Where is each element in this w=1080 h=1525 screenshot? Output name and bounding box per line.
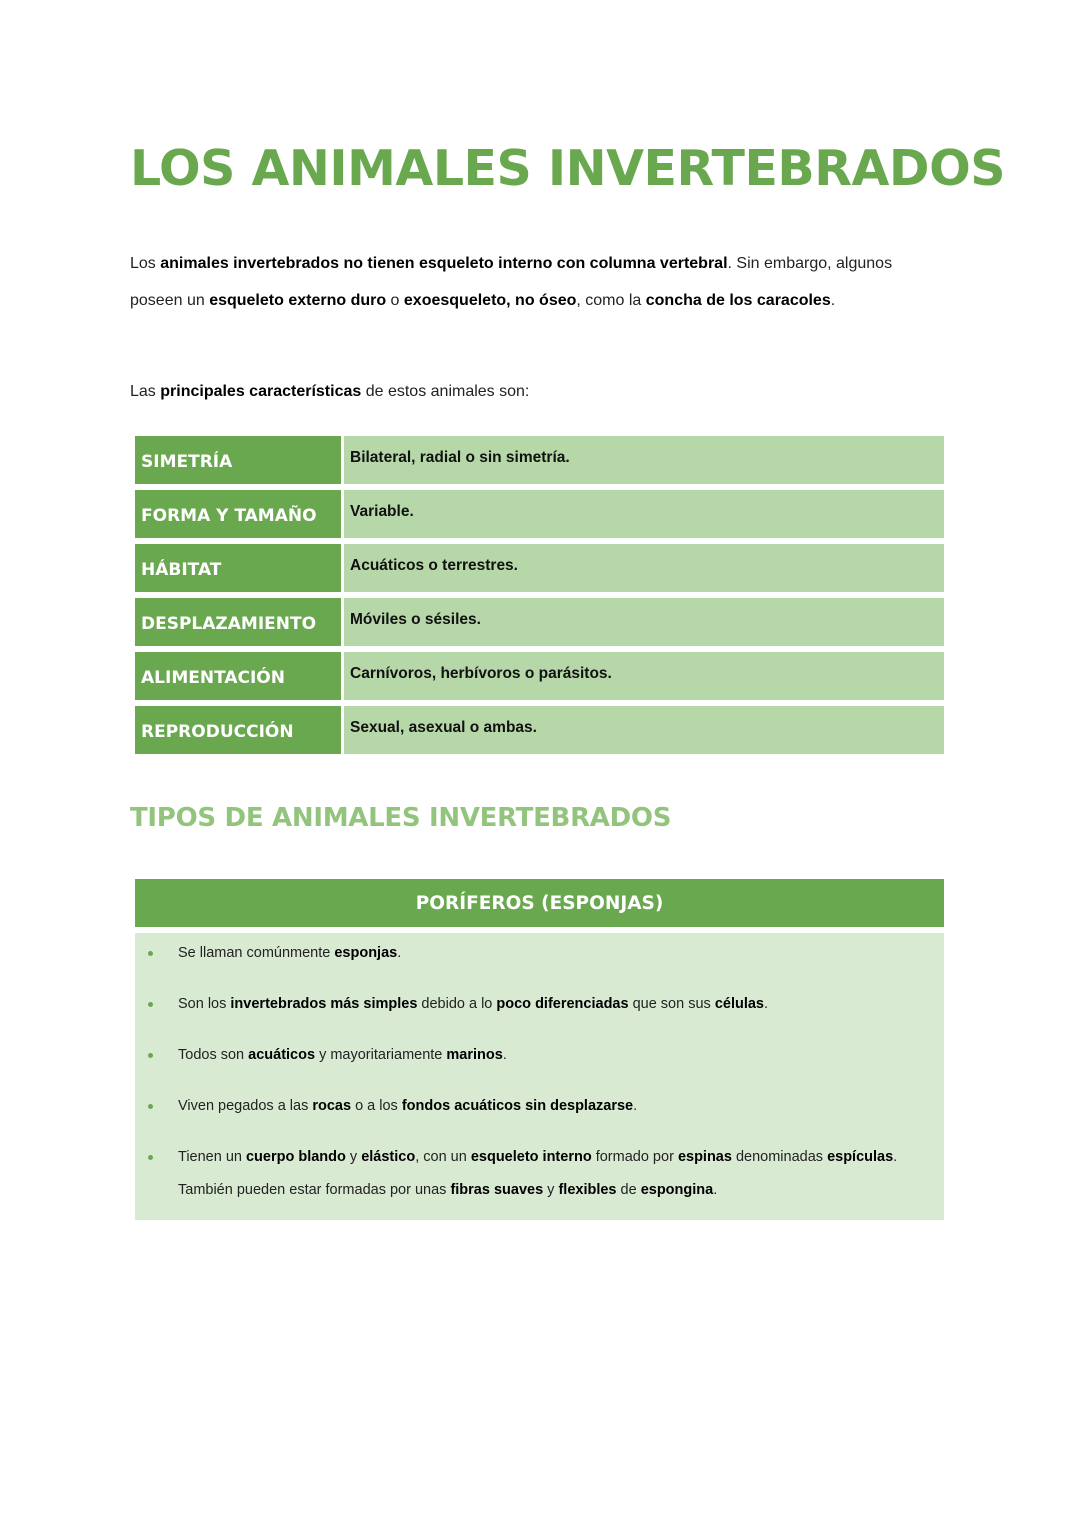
- bullet-dot-icon: [148, 951, 153, 956]
- bullet-bold-text: espongina: [640, 1182, 714, 1198]
- characteristics-lead: [130, 373, 930, 410]
- bullet-text: y: [543, 1182, 559, 1198]
- row-label: HÁBITAT: [135, 544, 341, 592]
- list-item: [178, 1141, 918, 1207]
- bullet-text: o a los: [351, 1098, 402, 1114]
- intro-bold: exoesqueleto, no óseo: [403, 292, 577, 309]
- porifera-header: PORÍFEROS (ESPONJAS): [135, 879, 944, 927]
- types-heading: TIPOS DE ANIMALES INVERTEBRADOS: [130, 803, 672, 833]
- intro-text: , como la: [576, 292, 646, 309]
- table-row: [135, 436, 944, 484]
- bullet-bold-text: invertebrados más simples: [230, 996, 418, 1012]
- bullet-text: Viven pegados a las: [178, 1098, 313, 1114]
- row-label: REPRODUCCIÓN: [135, 706, 341, 754]
- intro-text: Los: [130, 255, 161, 272]
- lead-text: Las: [130, 383, 161, 400]
- lead-text: de estos animales son:: [361, 383, 530, 400]
- row-label: ALIMENTACIÓN: [135, 652, 341, 700]
- intro-bold: concha de los caracoles: [645, 292, 831, 309]
- bullet-text: .: [763, 996, 769, 1012]
- bullet-bold-text: espinas: [677, 1149, 732, 1165]
- bullet-dot-icon: [148, 1002, 153, 1007]
- bullet-text: Tienen un: [178, 1149, 246, 1165]
- bullet-text: . También pueden estar formadas por unas: [178, 1149, 898, 1198]
- bullet-bold-text: elástico: [361, 1149, 416, 1165]
- bullet-bold-text: esponjas: [334, 945, 398, 961]
- bullet-bold-text: poco diferenciadas: [496, 996, 629, 1012]
- bullet-dot-icon: [148, 1104, 153, 1109]
- bullet-text: que son sus: [628, 996, 715, 1012]
- bullet-bold-text: rocas: [312, 1098, 352, 1114]
- row-value: Acuáticos o terrestres.: [344, 544, 944, 592]
- bullet-bold-text: flexibles: [558, 1182, 617, 1198]
- porifera-body: [135, 933, 944, 1220]
- table-row: [135, 490, 944, 538]
- table-row: [135, 544, 944, 592]
- bullet-text: denominadas: [731, 1149, 828, 1165]
- bullet-text: y: [345, 1149, 362, 1165]
- bullet-bold-text: cuerpo blando: [245, 1149, 346, 1165]
- bullet-dot-icon: [148, 1053, 153, 1058]
- bullet-text: , con un: [415, 1149, 471, 1165]
- table-row: [135, 652, 944, 700]
- bullet-bold-text: fondos acuáticos sin desplazarse: [401, 1098, 634, 1114]
- row-value: Bilateral, radial o sin simetría.: [344, 436, 944, 484]
- row-label: DESPLAZAMIENTO: [135, 598, 341, 646]
- bullet-text: Todos son: [178, 1047, 249, 1063]
- bullet-text: .: [397, 945, 402, 961]
- bullet-text: .: [713, 1182, 718, 1198]
- bullet-text: .: [502, 1047, 507, 1063]
- bullet-bold-text: marinos: [446, 1047, 503, 1063]
- row-value: Móviles o sésiles.: [344, 598, 944, 646]
- intro-text: . Sin embargo, algunos poseen un: [130, 255, 893, 309]
- row-value: Variable.: [344, 490, 944, 538]
- row-label: FORMA Y TAMAÑO: [135, 490, 341, 538]
- bullet-text: de: [616, 1182, 641, 1198]
- intro-text: o: [386, 292, 404, 309]
- bullet-bold-text: acuáticos: [248, 1047, 316, 1063]
- characteristics-table: [132, 430, 947, 760]
- lead-bold: principales características: [160, 383, 362, 400]
- list-item: [178, 1039, 918, 1072]
- list-item: [178, 988, 918, 1021]
- bullet-text: debido a lo: [417, 996, 497, 1012]
- bullet-text: Se llaman comúnmente: [178, 945, 335, 961]
- bullet-text: y mayoritariamente: [315, 1047, 447, 1063]
- intro-bold: esqueleto externo duro: [209, 292, 387, 309]
- table-row: [135, 706, 944, 754]
- bullet-bold-text: células: [714, 996, 764, 1012]
- list-item: [178, 1090, 918, 1123]
- bullet-bold-text: esqueleto interno: [470, 1149, 592, 1165]
- bullet-bold-text: espículas: [827, 1149, 894, 1165]
- row-label: SIMETRÍA: [135, 436, 341, 484]
- row-value: Sexual, asexual o ambas.: [344, 706, 944, 754]
- table-row: [135, 598, 944, 646]
- bullet-text: formado por: [591, 1149, 678, 1165]
- bullet-bold-text: fibras suaves: [450, 1182, 544, 1198]
- intro-text: .: [830, 292, 836, 309]
- list-item: [178, 937, 918, 970]
- page-title: LOS ANIMALES INVERTEBRADOS: [130, 140, 1006, 197]
- intro-paragraph: [130, 245, 930, 319]
- bullet-text: Son los: [178, 996, 231, 1012]
- intro-bold: animales invertebrados no tienen esqueleto interno con columna vertebral: [160, 255, 728, 272]
- bullet-dot-icon: [148, 1155, 153, 1160]
- bullet-text: .: [633, 1098, 638, 1114]
- row-value: Carnívoros, herbívoros o parásitos.: [344, 652, 944, 700]
